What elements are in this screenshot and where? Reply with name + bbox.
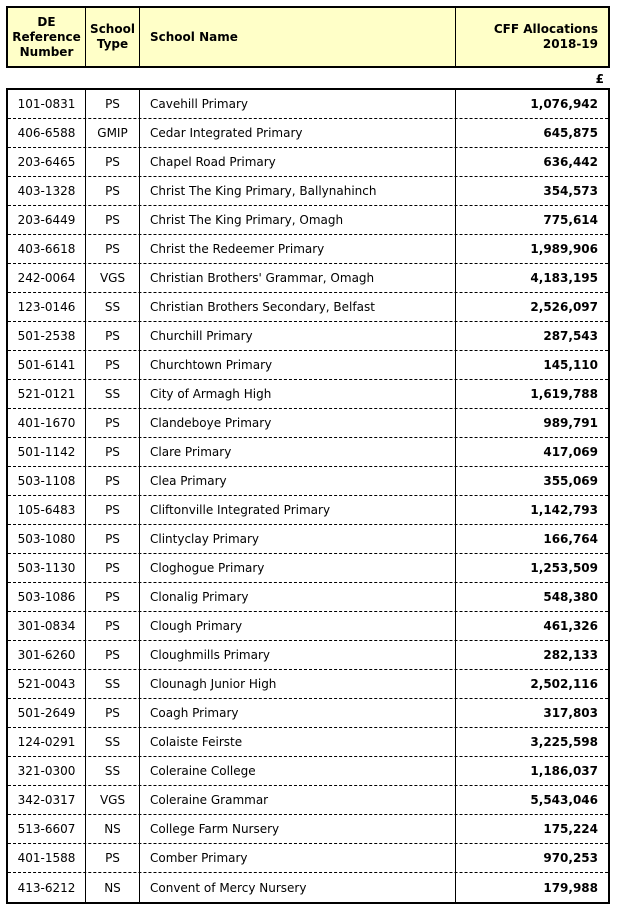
- school-name-cell: Cedar Integrated Primary: [140, 119, 456, 147]
- school-type-cell: PS: [86, 641, 140, 669]
- school-type-cell: PS: [86, 351, 140, 379]
- school-type-cell: PS: [86, 699, 140, 727]
- table-row: [8, 148, 608, 177]
- reference-number-cell: 242-0064: [8, 264, 86, 292]
- school-name-cell: Coleraine College: [140, 757, 456, 785]
- school-name-cell: Churchtown Primary: [140, 351, 456, 379]
- reference-number-cell: 401-1588: [8, 844, 86, 872]
- school-name-cell: Cloghogue Primary: [140, 554, 456, 582]
- table-row: [8, 844, 608, 873]
- cff-allocation-cell: 4,183,195: [530, 271, 598, 285]
- cff-allocation-cell: 317,803: [543, 706, 598, 720]
- school-name-cell: College Farm Nursery: [140, 815, 456, 843]
- table-row: [8, 380, 608, 409]
- reference-number-cell: 403-1328: [8, 177, 86, 205]
- table-row: [8, 90, 608, 119]
- school-type-cell: PS: [86, 177, 140, 205]
- cff-allocation-cell: 3,225,598: [530, 735, 598, 749]
- school-name-cell: City of Armagh High: [140, 380, 456, 408]
- school-type-cell: PS: [86, 148, 140, 176]
- cff-allocation-cell: 2,502,116: [530, 677, 598, 691]
- currency-label: £: [595, 72, 604, 86]
- school-type-cell: SS: [86, 728, 140, 756]
- cff-allocation-cell: 645,875: [543, 126, 598, 140]
- reference-number-cell: 203-6465: [8, 148, 86, 176]
- school-name-cell: Coleraine Grammar: [140, 786, 456, 814]
- cff-allocation-cell: 1,142,793: [530, 503, 598, 517]
- reference-number-cell: 501-6141: [8, 351, 86, 379]
- school-name-cell: Christ The King Primary, Ballynahinch: [140, 177, 456, 205]
- cff-allocation-cell: 548,380: [543, 590, 598, 604]
- school-name-cell: Clea Primary: [140, 467, 456, 495]
- school-type-cell: VGS: [86, 264, 140, 292]
- table-row: [8, 815, 608, 844]
- school-name-cell: Clonalig Primary: [140, 583, 456, 611]
- header-reference-number: DE Reference Number: [8, 8, 86, 66]
- reference-number-cell: 403-6618: [8, 235, 86, 263]
- school-type-cell: PS: [86, 235, 140, 263]
- school-type-cell: PS: [86, 612, 140, 640]
- school-name-cell: Clandeboye Primary: [140, 409, 456, 437]
- table-row: [8, 351, 608, 380]
- school-type-cell: SS: [86, 670, 140, 698]
- reference-number-cell: 501-2538: [8, 322, 86, 350]
- school-type-cell: NS: [86, 815, 140, 843]
- school-type-cell: PS: [86, 438, 140, 466]
- school-name-cell: Coagh Primary: [140, 699, 456, 727]
- school-name-cell: Christian Brothers Secondary, Belfast: [140, 293, 456, 321]
- cff-allocation-cell: 417,069: [543, 445, 598, 459]
- school-name-cell: Christ the Redeemer Primary: [140, 235, 456, 263]
- cff-allocation-cell: 636,442: [543, 155, 598, 169]
- table-row: [8, 235, 608, 264]
- reference-number-cell: 123-0146: [8, 293, 86, 321]
- reference-number-cell: 203-6449: [8, 206, 86, 234]
- cff-allocation-cell: 1,989,906: [530, 242, 598, 256]
- school-name-cell: Chapel Road Primary: [140, 148, 456, 176]
- cff-allocation-cell: 5,543,046: [530, 793, 598, 807]
- school-name-cell: Churchill Primary: [140, 322, 456, 350]
- table-row: [8, 206, 608, 235]
- cff-allocation-cell: 282,133: [543, 648, 598, 662]
- cff-allocation-cell: 1,619,788: [530, 387, 598, 401]
- reference-number-cell: 503-1130: [8, 554, 86, 582]
- school-name-cell: Cliftonville Integrated Primary: [140, 496, 456, 524]
- cff-allocation-cell: 461,326: [543, 619, 598, 633]
- reference-number-cell: 401-1670: [8, 409, 86, 437]
- school-type-cell: SS: [86, 293, 140, 321]
- reference-number-cell: 101-0831: [8, 90, 86, 118]
- cff-allocation-cell: 970,253: [543, 851, 598, 865]
- reference-number-cell: 406-6588: [8, 119, 86, 147]
- school-type-cell: SS: [86, 757, 140, 785]
- school-name-cell: Colaiste Feirste: [140, 728, 456, 756]
- school-type-cell: SS: [86, 380, 140, 408]
- allocations-table: [6, 88, 610, 904]
- reference-number-cell: 413-6212: [8, 873, 86, 902]
- header-school-type: School Type: [86, 8, 140, 66]
- reference-number-cell: 301-6260: [8, 641, 86, 669]
- school-name-cell: Christ The King Primary, Omagh: [140, 206, 456, 234]
- cff-allocation-cell: 989,791: [543, 416, 598, 430]
- reference-number-cell: 124-0291: [8, 728, 86, 756]
- table-row: [8, 409, 608, 438]
- school-name-cell: Clintyclay Primary: [140, 525, 456, 553]
- table-row: [8, 496, 608, 525]
- table-row: [8, 119, 608, 148]
- table-row: [8, 873, 608, 902]
- school-type-cell: PS: [86, 496, 140, 524]
- cff-allocation-cell: 775,614: [543, 213, 598, 227]
- school-type-cell: PS: [86, 525, 140, 553]
- reference-number-cell: 342-0317: [8, 786, 86, 814]
- cff-allocation-cell: 175,224: [543, 822, 598, 836]
- school-type-cell: NS: [86, 873, 140, 902]
- table-row: [8, 438, 608, 467]
- table-row: [8, 264, 608, 293]
- table-row: [8, 554, 608, 583]
- cff-allocation-cell: 2,526,097: [530, 300, 598, 314]
- school-type-cell: PS: [86, 467, 140, 495]
- table-row: [8, 525, 608, 554]
- cff-allocation-cell: 1,076,942: [530, 97, 598, 111]
- reference-number-cell: 503-1080: [8, 525, 86, 553]
- table-row: [8, 728, 608, 757]
- school-type-cell: PS: [86, 206, 140, 234]
- reference-number-cell: 321-0300: [8, 757, 86, 785]
- school-name-cell: Cavehill Primary: [140, 90, 456, 118]
- table-row: [8, 467, 608, 496]
- reference-number-cell: 501-2649: [8, 699, 86, 727]
- school-name-cell: Convent of Mercy Nursery: [140, 873, 456, 902]
- cff-allocation-cell: 355,069: [543, 474, 598, 488]
- table-row: [8, 699, 608, 728]
- school-type-cell: PS: [86, 409, 140, 437]
- school-name-cell: Clounagh Junior High: [140, 670, 456, 698]
- school-type-cell: PS: [86, 844, 140, 872]
- reference-number-cell: 521-0121: [8, 380, 86, 408]
- cff-allocation-cell: 354,573: [543, 184, 598, 198]
- cff-allocation-cell: 1,186,037: [530, 764, 598, 778]
- table-row: [8, 293, 608, 322]
- cff-allocation-cell: 287,543: [543, 329, 598, 343]
- cff-allocation-cell: 1,253,509: [530, 561, 598, 575]
- table-row: [8, 757, 608, 786]
- school-type-cell: PS: [86, 90, 140, 118]
- table-row: [8, 786, 608, 815]
- school-name-cell: Comber Primary: [140, 844, 456, 872]
- table-row: [8, 322, 608, 351]
- reference-number-cell: 521-0043: [8, 670, 86, 698]
- school-type-cell: GMIP: [86, 119, 140, 147]
- table-row: [8, 641, 608, 670]
- reference-number-cell: 501-1142: [8, 438, 86, 466]
- table-row: [8, 177, 608, 206]
- school-name-cell: Christian Brothers' Grammar, Omagh: [140, 264, 456, 292]
- reference-number-cell: 105-6483: [8, 496, 86, 524]
- reference-number-cell: 513-6607: [8, 815, 86, 843]
- reference-number-cell: 301-0834: [8, 612, 86, 640]
- table-row: [8, 612, 608, 641]
- school-type-cell: PS: [86, 583, 140, 611]
- school-name-cell: Cloughmills Primary: [140, 641, 456, 669]
- cff-allocation-cell: 145,110: [543, 358, 598, 372]
- school-type-cell: PS: [86, 554, 140, 582]
- school-type-cell: VGS: [86, 786, 140, 814]
- school-type-cell: PS: [86, 322, 140, 350]
- cff-allocation-cell: 179,988: [543, 880, 598, 895]
- table-row: [8, 670, 608, 699]
- school-name-cell: Clough Primary: [140, 612, 456, 640]
- header-cff-allocations: CFF Allocations 2018-19: [493, 22, 598, 51]
- table-row: [8, 583, 608, 612]
- cff-allocation-cell: 166,764: [543, 532, 598, 546]
- school-name-cell: Clare Primary: [140, 438, 456, 466]
- reference-number-cell: 503-1086: [8, 583, 86, 611]
- reference-number-cell: 503-1108: [8, 467, 86, 495]
- header-school-name: School Name: [140, 8, 456, 66]
- table-header: [6, 6, 610, 68]
